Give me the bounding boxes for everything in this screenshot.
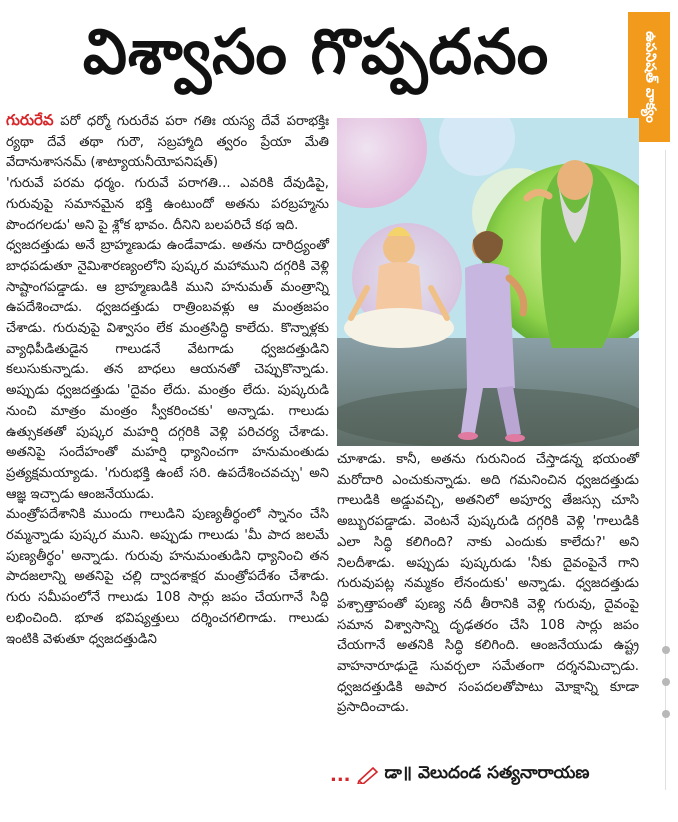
article-paragraph: మంత్రోపదేశానికి ముందు గాలుడిని పుణ్యతీర్థంలో స్నానం చేసి రమ్మన్నాడు పుష్కర ముని. అప్పుడు గాలుడు 'మీ పాద జలమే పుణ్యతీర్థం' అన్నాడు. గురువు హనుమంతుడిని ధ్యానించి తన పాదజలాన్ని అతనిపై చల్లి ద్వాదశాక్షర మంత్రోపదేశం చేశాడు. గురు సమీపంలోనే గాలుడు 108 సార్లు జపం చేయగానే సిద్ధి లభించింది. భూత భవిష్యత్తులు దర్శించగలిగాడు. గాలుడు ఇంటికి వెళుతూ ధ్వజదత్తుడిని: [6, 507, 329, 647]
side-dot: [662, 646, 670, 654]
byline: [330, 758, 640, 792]
illustration-scene: [337, 118, 639, 446]
section-tag-label: ఉపనిషత్ వాక్యం: [642, 31, 659, 123]
article-illustration: [337, 118, 639, 446]
article-paragraph: 'గురువే పరమ ధర్మం. గురువే పరాగతి... ఎవరికి దేవుడిపై, గురువుపై సమానమైన భక్తి ఉంటుందో అతను పరబ్రహ్మను పొందగలడు' అని పై శ్లోక భావం. దీనిని బలపరిచే కథ ఇది.: [6, 176, 329, 233]
side-dot: [662, 678, 670, 686]
article-paragraph: చూశాడు. కానీ, అతను గురునింద చేస్తాడన్న భయంతో మరోదారి ఎంచుకున్నాడు. అది గమనించిన ధ్వజదత్తుడు గాలుడికి అడ్డువచ్చి, అతనిలో అపూర్వ తేజస్సు చూసి అబ్బురపడ్డాడు. వెంటనే పుష్కరుడి దగ్గరికి వెళ్లి 'గాలుడికి ఎలా సిద్ధి కలిగింది? నాకు ఎందుకు కాలేదు?' అని నిలదీశాడు. అప్పుడు పుష్కరుడు 'నీకు దైవంపైనే గాని గురువుపట్ల నమ్మకం లేనందుకు' అన్నాడు. ధ్వజదత్తుడు పశ్చాత్తాపంతో పుణ్య నదీ తీరానికి వెళ్లి గురువు, దైవంపై సమాన విశ్వాసాన్ని దృఢతరం చేసి 108 సార్లు జపం చేయగానే అతనికి సిద్ధి కలిగింది. ఆంజనేయుడు ఉష్ట్ర వాహనారూఢుడై సువర్చలా సమేతంగా దర్శనమిచ్చాడు. ధ్వజదత్తుడికి అపార సంపదలతోపాటు మోక్షాన్ని కూడా ప్రసాదించాడు.: [337, 452, 639, 716]
page-title: విశ్వాసం గొప్పదనం: [82, 15, 550, 88]
side-dot: [662, 710, 670, 718]
article-right-column: [337, 450, 639, 719]
article-paragraph: ధ్వజదత్తుడు అనే బ్రాహ్మణుడు ఉండేవాడు. అతను దారిద్ర్యంతో బాధపడుతూ నైమిశారణ్యంలోని పుష్కర మహాముని దగ్గరికి వెళ్లి సాష్టాంగపడ్డాడు. ఆ బ్రాహ్మణుడికి ముని హనుమత్ మంత్రాన్ని ఉపదేశించాడు. ధ్వజదత్తుడు రాత్రింబవళ్లు ఆ మంత్రజపం చేశాడు. గురువుపై విశ్వాసం లేక మంత్రసిద్ధి కాలేదు. కొన్నాళ్లకు వ్యాధిపీడితుడైన గాలుడనే వేటగాడు ధ్వజదత్తుడిని కలుసుకున్నాడు. తన బాధలు ఆయనతో చెప్పుకొన్నాడు. అప్పుడు ధ్వజదత్తుడు 'దైవం లేదు. మంత్రం లేదు. పుష్కరుడి నుంచి మాత్రం మంత్రం స్వీకరించకు' అన్నాడు. గాలుడు ఉత్సుకతతో పుష్కర మహర్షి దగ్గరికి వెళ్లి పరిచర్య చేశాడు. అతనిపై సందేహంతో మహర్షి ధ్యానించగా హనుమంతుడు ప్రత్యక్షమయ్యాడు. 'గురుభక్తి ఉంటే సరి. ఉపదేశించవచ్చు' అని ఆజ్ఞ ఇచ్చాడు ఆంజనేయుడు.: [6, 238, 329, 502]
article-left-column: [6, 110, 329, 650]
paragraph-text: పరో ధర్మో గురురేవ పరా గతిః యస్య దేవే పరాభక్తిః ర్యథా దేవే తథా గురౌ, సబ్రహ్మాది త్వరం ప్రేయా మేతి వేదానుశాసనమ్ (శాట్యాయనీయోపనిషత్): [6, 114, 329, 171]
byline-author: డా॥ వెలుదండ సత్యనారాయణ: [384, 763, 590, 783]
kicker: గురురేవ: [6, 111, 54, 129]
byline-dots: ...: [330, 764, 351, 786]
pen-icon: [357, 766, 379, 784]
article-paragraph: [6, 110, 329, 174]
side-markers: [660, 640, 672, 730]
